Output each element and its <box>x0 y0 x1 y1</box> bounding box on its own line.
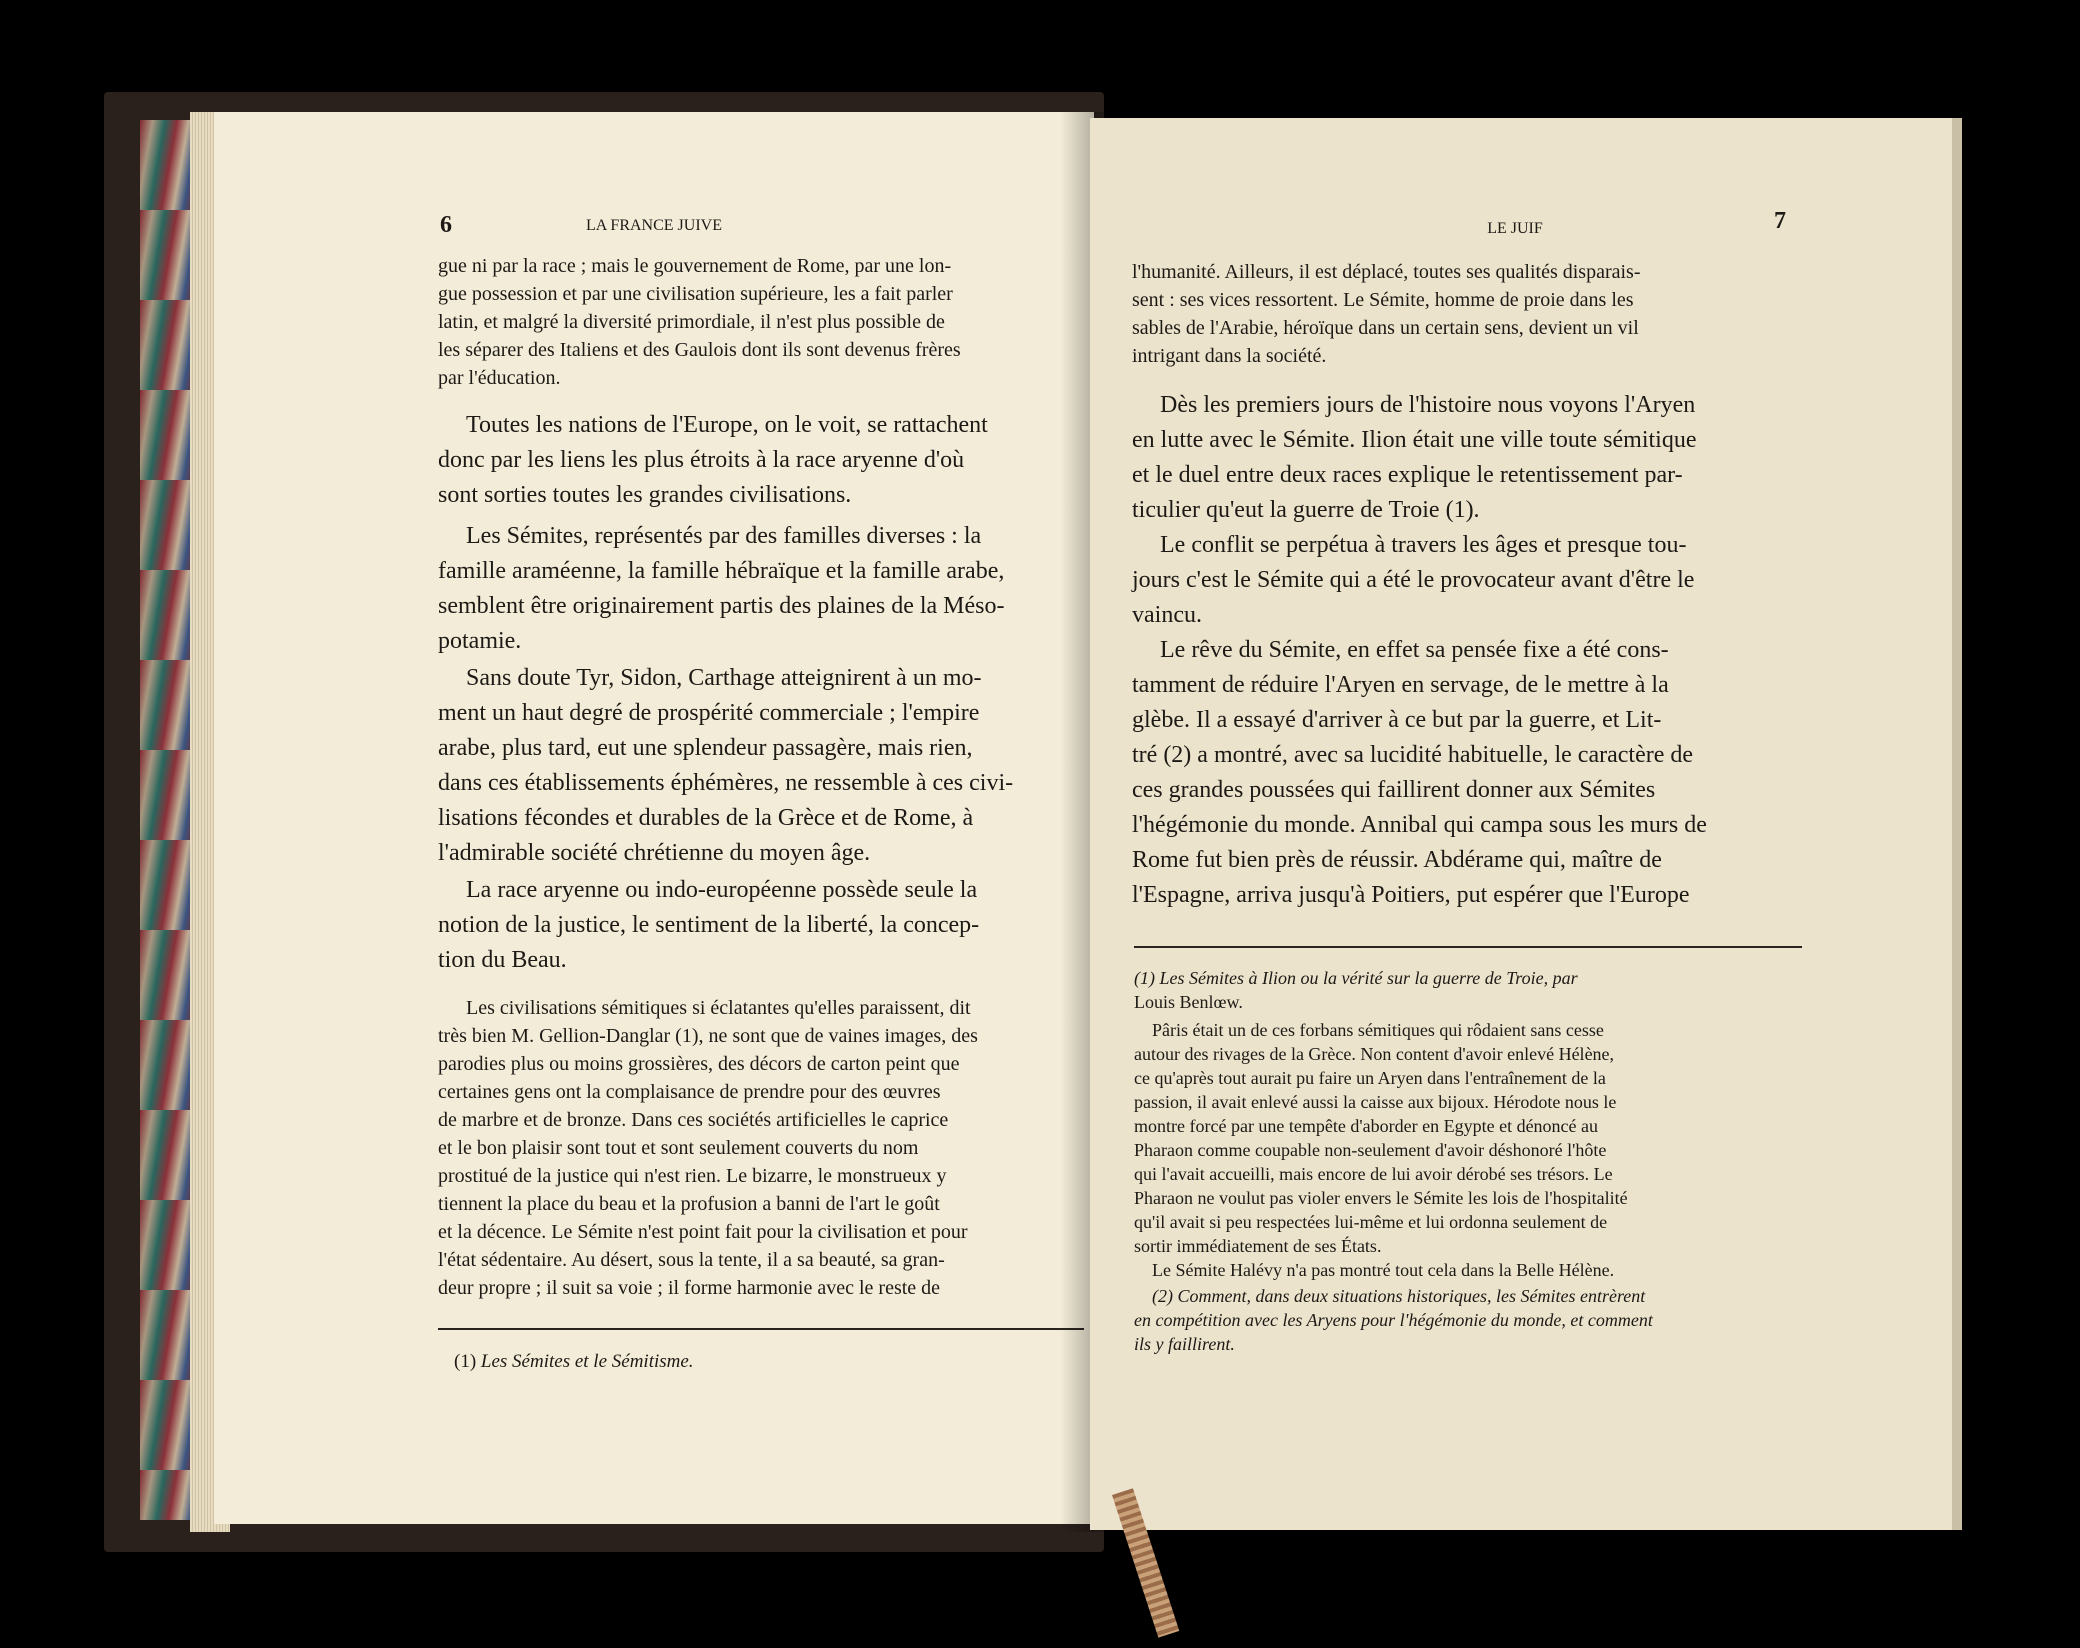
paragraph <box>438 519 1084 659</box>
paragraph <box>438 661 1084 871</box>
paragraph <box>1132 388 1802 528</box>
text-line: Le rêve du Sémite, en effet sa pensée fixe a été cons- <box>1160 637 1669 663</box>
text-line: ment un haut degré de prospérité commerciale ; l'empire <box>438 700 980 726</box>
text-line: gue possession et par une civilisation supérieure, les a fait parler <box>438 283 953 305</box>
text-line: sortir immédiatement de ses États. <box>1134 1236 1382 1256</box>
right-footnotes <box>1134 966 1804 1356</box>
text-line: passion, il avait enlevé aussi la caisse aux bijoux. Hérodote nous le <box>1134 1092 1617 1112</box>
text-line: qu'il avait si peu respectées lui-même et lui ordonna seulement de <box>1134 1212 1608 1232</box>
text-line: sables de l'Arabie, héroïque dans un certain sens, devient un vil <box>1132 317 1639 339</box>
text-line: montre forcé par une tempête d'aborder en Egypte et dénoncé au <box>1134 1116 1599 1136</box>
text-line: intrigant dans la société. <box>1132 345 1327 367</box>
footnote-body <box>1134 1018 1804 1282</box>
left-body <box>438 252 1084 1302</box>
text-line: gue ni par la race ; mais le gouvernement de Rome, par une lon- <box>438 255 952 277</box>
text-line: potamie. <box>438 628 522 654</box>
text-line: Pharaon ne voulut pas violer envers le Sémite les lois de l'hospitalité <box>1134 1188 1628 1208</box>
text-line: les séparer des Italiens et des Gaulois dont ils sont devenus frères <box>438 339 961 361</box>
text-line: l'état sédentaire. Au désert, sous la tente, il a sa beauté, sa gran- <box>438 1249 945 1271</box>
text-line: l'admirable société chrétienne du moyen âge. <box>438 840 871 866</box>
text-line: Sans doute Tyr, Sidon, Carthage atteignirent à un mo- <box>466 665 982 691</box>
text-line: vaincu. <box>1132 602 1202 628</box>
text-line: Les civilisations sémitiques si éclatantes qu'elles paraissent, dit <box>466 997 971 1019</box>
left-opening-block <box>438 252 1084 392</box>
marbled-endpaper <box>140 120 196 1520</box>
text-line: l'hégémonie du monde. Annibal qui campa sous les murs de <box>1132 812 1707 838</box>
text-line: parodies plus ou moins grossières, des décors de carton peint que <box>438 1053 960 1075</box>
text-line: latin, et malgré la diversité primordiale, il n'est plus possible de <box>438 311 945 333</box>
paragraph <box>1132 528 1802 633</box>
text-line: (1) Les Sémites à Ilion ou la vérité sur la guerre de Troie, par <box>1134 968 1578 988</box>
text-line: l'Espagne, arriva jusqu'à Poitiers, put espérer que l'Europe <box>1132 882 1690 908</box>
text-line: semblent être originairement partis des plaines de la Méso- <box>438 593 1005 619</box>
footnote-rule <box>438 1328 1084 1330</box>
text-line: prostitué de la justice qui n'est rien. Le bizarre, le monstrueux y <box>438 1165 947 1187</box>
text-line: Dès les premiers jours de l'histoire nous voyons l'Aryen <box>1160 392 1696 418</box>
text-line: notion de la justice, le sentiment de la liberté, la concep- <box>438 912 980 938</box>
footnote-marker: (1) <box>454 1351 477 1372</box>
text-line: Le Sémite Halévy n'a pas montré tout cela dans la Belle Hélène. <box>1152 1260 1615 1280</box>
right-page <box>1090 118 1960 1530</box>
text-line: (2) Comment, dans deux situations historiques, les Sémites entrèrent <box>1152 1286 1646 1306</box>
footnote-rule <box>1134 946 1802 948</box>
text-line: tion du Beau. <box>438 947 567 973</box>
text-line: Le conflit se perpétua à travers les âges et presque tou- <box>1160 532 1687 558</box>
text-line: l'humanité. Ailleurs, il est déplacé, toutes ses qualités disparais- <box>1132 261 1641 283</box>
left-page-number: 6 <box>440 212 452 238</box>
text-line: ils y faillirent. <box>1134 1334 1235 1354</box>
text-line: en compétition avec les Aryens pour l'hégémonie du monde, et comment <box>1134 1310 1653 1330</box>
text-line: et la décence. Le Sémite n'est point fait pour la civilisation et pour <box>438 1221 968 1243</box>
text-line: tamment de réduire l'Aryen en servage, de le mettre à la <box>1132 672 1669 698</box>
text-line: très bien M. Gellion-Danglar (1), ne sont que de vaines images, des <box>438 1025 978 1047</box>
text-line: qui l'avait accueilli, mais encore de lui avoir dérobé ses trésors. Le <box>1134 1164 1613 1184</box>
text-line: tiennent la place du beau et la profusion a banni de l'art le goût <box>438 1193 940 1215</box>
text-line: Louis Benlœw. <box>1134 992 1243 1012</box>
text-line: La race aryenne ou indo-européenne possède seule la <box>466 877 978 903</box>
text-line: glèbe. Il a essayé d'arriver à ce but par la guerre, et Lit- <box>1132 707 1662 733</box>
text-line: dans ces établissements éphémères, ne ressemble à ces civi- <box>438 770 1014 796</box>
paragraph <box>1132 633 1802 913</box>
footnote-2 <box>1134 1284 1804 1356</box>
text-line: autour des rivages de la Grèce. Non content d'avoir enlevé Hélène, <box>1134 1044 1615 1064</box>
text-line: sont sorties toutes les grandes civilisations. <box>438 482 852 508</box>
text-line: de marbre et de bronze. Dans ces sociétés artificielles le caprice <box>438 1109 949 1131</box>
text-line: tré (2) a montré, avec sa lucidité habituelle, le caractère de <box>1132 742 1694 768</box>
text-line: Toutes les nations de l'Europe, on le voit, se rattachent <box>466 412 988 438</box>
text-line: Les Sémites, représentés par des familles diverses : la <box>466 523 982 549</box>
text-line: donc par les liens les plus étroits à la race aryenne d'où <box>438 447 965 473</box>
text-line: lisations fécondes et durables de la Grèce et de Rome, à <box>438 805 974 831</box>
text-line: par l'éducation. <box>438 367 561 389</box>
right-page-edge <box>1952 118 1962 1530</box>
text-line: jours c'est le Sémite qui a été le provocateur avant d'être le <box>1132 567 1695 593</box>
quote-block <box>438 994 1084 1302</box>
paragraph <box>438 873 1084 978</box>
text-line: et le duel entre deux races explique le retentissement par- <box>1132 462 1683 488</box>
text-line: en lutte avec le Sémite. Ilion était une ville toute sémitique <box>1132 427 1697 453</box>
text-line: ticulier qu'eut la guerre de Troie (1). <box>1132 497 1480 523</box>
footnote-text: Les Sémites et le Sémitisme. <box>480 1351 694 1372</box>
text-line: Pharaon comme coupable non-seulement d'avoir déshonoré l'hôte <box>1134 1140 1607 1160</box>
left-footnote <box>454 1350 694 1374</box>
text-line: certaines gens ont la complaisance de prendre pour des œuvres <box>438 1081 941 1103</box>
left-page <box>214 112 1094 1524</box>
text-line: arabe, plus tard, eut une splendeur passagère, mais rien, <box>438 735 973 761</box>
text-line: Pâris était un de ces forbans sémitiques qui rôdaient sans cesse <box>1152 1020 1604 1040</box>
text-line: deur propre ; il suit sa voie ; il forme harmonie avec le reste de <box>438 1277 941 1299</box>
right-running-head: LE JUIF <box>1487 220 1543 237</box>
right-page-number: 7 <box>1774 208 1786 234</box>
text-line: sent : ses vices ressortent. Le Sémite, homme de proie dans les <box>1132 289 1634 311</box>
paragraph <box>438 408 1084 513</box>
text-line: et le bon plaisir sont tout et sont seulement couverts du nom <box>438 1137 919 1159</box>
right-opening-block <box>1132 258 1802 370</box>
text-line: famille araméenne, la famille hébraïque et la famille arabe, <box>438 558 1005 584</box>
text-line: ces grandes poussées qui faillirent donner aux Sémites <box>1132 777 1656 803</box>
text-line: Rome fut bien près de réussir. Abdérame qui, maître de <box>1132 847 1662 873</box>
text-line: ce qu'après tout aurait pu faire un Aryen dans l'entraînement de la <box>1134 1068 1606 1088</box>
right-body <box>1132 258 1802 913</box>
left-running-head: LA FRANCE JUIVE <box>585 217 722 234</box>
